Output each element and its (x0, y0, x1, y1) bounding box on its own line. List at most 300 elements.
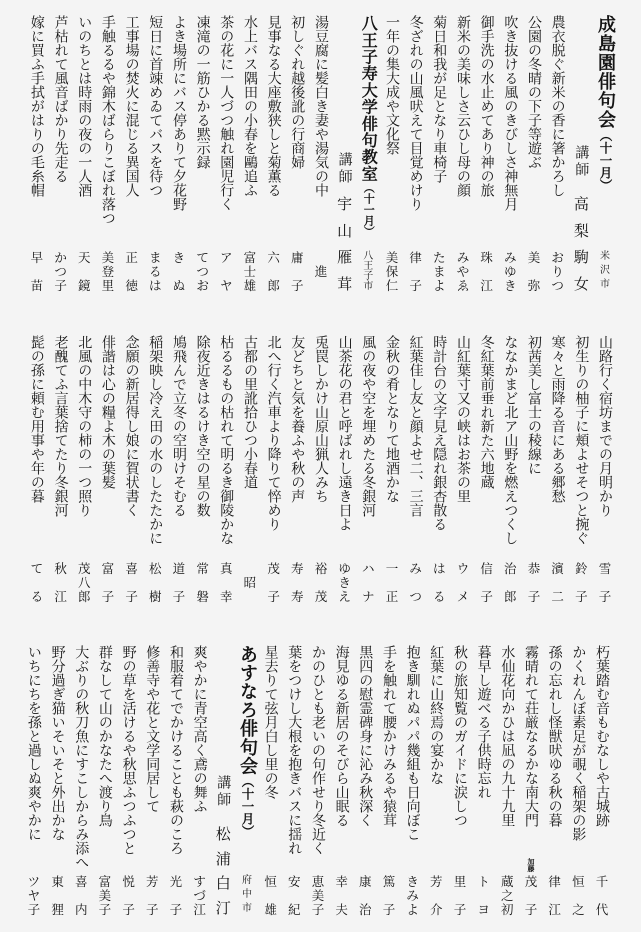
haiku-text: 新米の美味しさ云ひし母の顔 (454, 15, 471, 197)
haiku-text: 風の夜や空を埋めたる冬銀河 (360, 335, 377, 517)
author-name (217, 563, 235, 603)
haiku-text: 爽やかに青空高く鳶の舞ふ (191, 645, 208, 813)
club-title-column (359, 15, 377, 292)
name-char: 濱 (551, 561, 564, 576)
teacher-column (572, 15, 590, 292)
name-char: 子 (98, 901, 112, 917)
haiku-column (96, 645, 114, 916)
haiku-column (265, 335, 283, 603)
name-char: 治 (504, 561, 517, 576)
name-char: 郎 (267, 277, 280, 293)
haiku-column (25, 645, 43, 916)
haiku-text: 孫の忘れし怪獣吠ゆる秋の暮 (546, 645, 563, 827)
haiku-text: 初しぐれ越後訛の行商婦 (289, 15, 306, 169)
haiku-column (312, 15, 330, 292)
name-char: 松 (215, 825, 231, 843)
haiku-column (380, 645, 398, 916)
haiku-column (288, 335, 306, 603)
name-char: 仁 (385, 277, 399, 293)
name-char: ト (477, 874, 490, 889)
name-char: 子 (125, 588, 138, 604)
author-name (123, 252, 141, 292)
haiku-column (123, 335, 141, 603)
author-name (99, 252, 117, 292)
haiku-text: 山路行く宿坊までの月明かり (597, 335, 613, 517)
name-char: は (149, 277, 162, 293)
haiku-text: 秋の旅知覧のガイドに涙しつ (451, 645, 468, 827)
author-name (52, 563, 70, 603)
teacher-label: 講師 (215, 775, 232, 809)
haiku-column (596, 335, 614, 603)
name-char: 市 (600, 279, 610, 290)
author-name (380, 876, 398, 916)
haiku-text: 茶の花に一人づつ触れ園児行く (218, 15, 235, 211)
club-heading (594, 15, 616, 192)
haiku-text: 念願の新居得し娘に賀状書く (123, 335, 140, 517)
name-char: た (433, 250, 446, 265)
author-name (501, 252, 519, 292)
haiku-text: 俳諧は心の糧よ木の葉髪 (99, 335, 116, 489)
author-name (191, 876, 209, 916)
haiku-text: 時計台の文字見え隠れ銀杏散る (431, 335, 448, 531)
name-char: 治 (359, 901, 372, 917)
name-char: 喜 (74, 874, 88, 889)
name-char: 市 (241, 903, 252, 914)
name-char: 光 (169, 874, 183, 889)
haiku-column (170, 335, 188, 603)
name-char: 子 (382, 901, 396, 917)
name-char: ぬ (172, 277, 186, 293)
name-char: 富 (101, 561, 115, 576)
name-char: 子 (527, 588, 541, 604)
author-name (265, 252, 283, 292)
name-char: 江 (193, 901, 206, 917)
author-name (49, 876, 67, 916)
haiku-text: 星去りて弦月白し里の冬 (262, 645, 279, 799)
author-name (309, 876, 327, 916)
author-name (430, 563, 448, 603)
name-char: メ (456, 588, 470, 604)
name-char: 府 (241, 875, 252, 886)
author-name (72, 876, 90, 916)
name-char: ゆ (504, 263, 517, 279)
haiku-text: 葉をつけし大根を抱きバスに揺れ (286, 645, 303, 855)
author-name (194, 252, 212, 292)
author-name (569, 876, 587, 916)
author-name (28, 252, 46, 292)
name-char: 子 (146, 901, 159, 917)
author-name (478, 563, 496, 603)
haiku-column (241, 335, 259, 603)
name-char: 恒 (264, 874, 277, 889)
name-char: 八 (363, 251, 374, 262)
name-char: 芳 (430, 874, 443, 889)
author-name (475, 876, 493, 916)
haiku-column (191, 645, 209, 916)
name-char: 登 (101, 263, 115, 279)
haiku-text: いちにちを孫と過しぬ爽やかに (25, 645, 42, 841)
haiku-text: 朽葉踏む音もむなしや古城跡 (594, 645, 610, 827)
haiku-text: 初生りの柚子に頬よせそつと捥ぐ (573, 335, 590, 545)
name-char: 秋 (54, 561, 67, 576)
name-char: 雪 (598, 561, 612, 576)
author-name (525, 252, 543, 292)
haiku-column (285, 645, 303, 916)
name-char: 昭 (243, 574, 257, 590)
name-char: 雄 (243, 277, 257, 293)
name-char: 介 (430, 901, 443, 917)
name-char: 山 (337, 221, 353, 240)
haiku-text: 農衣脱ぐ新米の香に箸かろし (549, 15, 566, 197)
name-char: 里 (101, 277, 115, 293)
haiku-column (167, 645, 185, 916)
author-name (383, 252, 401, 292)
author-name (170, 563, 188, 603)
author-name (288, 563, 306, 603)
name-char: 磐 (196, 588, 209, 604)
haiku-column (288, 15, 306, 292)
author-name (451, 876, 469, 916)
haiku-column (404, 645, 422, 916)
name-char: 雄 (264, 901, 277, 917)
name-char: み (456, 250, 470, 265)
author-name (572, 563, 590, 603)
haiku-text: 抱き馴れぬパパ幾組も日向ぼこ (404, 645, 421, 841)
name-char: 里 (453, 874, 467, 889)
author-name (407, 252, 425, 292)
haiku-column (359, 335, 377, 603)
name-char: 富 (243, 250, 257, 265)
haiku-text: かのひとも老いの句作せり冬近く (309, 645, 326, 855)
haiku-column (498, 645, 516, 916)
name-char: 八 (77, 574, 91, 590)
name-char: 子 (27, 901, 41, 917)
name-char: 常 (196, 561, 209, 576)
name-char: 市 (363, 281, 374, 292)
haiku-text: 水上バス隅田の小春を鷗追ふ (241, 15, 258, 197)
author-name (407, 563, 425, 603)
name-char: 子 (524, 901, 538, 917)
haiku-text: 金秋の肴となりて地酒かな (383, 335, 400, 503)
haiku-text: 除夜近きはるけき空の星の数 (194, 335, 211, 517)
name-char: や (456, 263, 470, 279)
haiku-column (593, 645, 611, 916)
haiku-text: 野分過ぎ猫いそいそと外出かな (49, 645, 66, 841)
haiku-column (241, 15, 259, 292)
haiku-text: 短日に首竦めゐてバスを待つ (147, 15, 164, 197)
author-name (546, 876, 564, 916)
name-char: 夫 (335, 901, 348, 917)
haiku-column (194, 335, 212, 603)
haiku-text: 老醜てふ言葉捨てたり冬銀河 (52, 335, 69, 517)
name-char: 律 (409, 250, 422, 265)
teacher-column (336, 15, 354, 292)
haiku-text: 稲架映し冷え田の水のしたたかに (147, 335, 164, 545)
haiku-column (501, 335, 519, 603)
teacher-label: 講師 (336, 152, 353, 186)
author-name (194, 563, 212, 603)
name-char: 東 (51, 874, 64, 889)
name-char: き (338, 574, 351, 590)
name-char: 苗 (30, 277, 44, 293)
name-char: か (54, 250, 67, 265)
name-char: み (504, 250, 517, 265)
name-char: 子 (54, 277, 67, 293)
name-char: す (193, 874, 206, 889)
haiku-column (28, 335, 46, 603)
author-name (25, 876, 43, 916)
author-name (288, 252, 306, 292)
haiku-text: 修善寺や花と文学同居して (144, 645, 161, 813)
name-char: 江 (548, 901, 561, 917)
haiku-column (336, 335, 354, 603)
teacher-name (214, 827, 232, 916)
name-char: 士 (243, 263, 257, 279)
name-char: 正 (385, 588, 399, 604)
name-char: 弥 (527, 277, 541, 293)
name-char: 子 (122, 901, 135, 917)
haiku-text: 湯豆腐に髪白き妻や湯気の中 (312, 15, 329, 197)
author-name (241, 563, 259, 603)
name-char: 保 (385, 263, 399, 279)
name-char: 一 (385, 561, 399, 576)
haiku-text: 冬ざれの山風吠えて目覚めけり (407, 15, 424, 211)
haiku-column (143, 645, 161, 916)
name-char: つ (196, 263, 209, 279)
haiku-column (120, 645, 138, 916)
haiku-text: 古都の里訛拾ひつ小春道 (241, 335, 258, 489)
author-name (262, 876, 280, 916)
club-heading (236, 645, 258, 838)
author-name (265, 563, 283, 603)
haiku-text: 嫁に買ふ手拭がはりの毛糸帽 (28, 15, 45, 197)
name-char: 幸 (220, 588, 233, 604)
name-char: 沢 (600, 265, 610, 276)
name-char: 道 (172, 561, 186, 576)
name-char: 女 (573, 274, 589, 293)
haiku-column (407, 15, 425, 292)
name-char: 早 (30, 250, 44, 265)
name-char: 信 (480, 561, 493, 576)
haiku-text: 群なして山のかなたへ渡り鳥 (96, 645, 113, 827)
name-char: お (196, 277, 209, 293)
name-char: つ (54, 263, 67, 279)
haiku-column (451, 645, 469, 916)
name-char: 二 (551, 588, 564, 604)
club-city (596, 252, 614, 290)
haiku-text: 大ぶりの秋刀魚にすこしからみ添へ (73, 645, 90, 869)
name-char: え (338, 588, 351, 604)
name-char: 喜 (125, 561, 138, 576)
haiku-column (569, 645, 587, 916)
haiku-column (478, 335, 496, 603)
name-char: 悦 (122, 874, 135, 889)
name-char: み (409, 561, 422, 576)
haiku-text: ななかまど北ア山野を燃えつくし (502, 335, 519, 545)
haiku-text: 一年の集大成や文化祭 (383, 15, 400, 155)
author-name (525, 563, 543, 603)
author-name (454, 563, 472, 603)
name-char: 珠 (480, 250, 493, 265)
name-char: 真 (220, 561, 233, 576)
haiku-column (49, 645, 67, 916)
name-char: 子 (409, 277, 422, 293)
name-char: ウ (456, 561, 470, 576)
name-char: 律 (548, 874, 561, 889)
name-char: 浦 (215, 849, 231, 868)
name-char: 美 (385, 250, 399, 265)
author-name (336, 563, 354, 603)
name-char: る (433, 588, 446, 604)
name-char: 郎 (504, 588, 517, 604)
name-char: 子 (101, 588, 115, 604)
haiku-text: 工事場の焚火に混じる異国人 (123, 15, 140, 197)
author-name (359, 563, 377, 603)
author-name (123, 563, 141, 603)
name-char: 寿 (291, 561, 304, 576)
name-char: る (149, 263, 162, 279)
author-name (333, 876, 351, 916)
name-char: よ (406, 901, 419, 917)
haiku-text: 髭の孫に頼む用事や年の暮 (28, 335, 45, 503)
name-char: ツ (27, 874, 41, 889)
name-char: は (433, 561, 446, 576)
name-char: 子 (291, 277, 304, 293)
club-city (238, 876, 256, 914)
haiku-text: 兎罠しかけ山原山猟人みち (312, 335, 329, 503)
name-char: 子 (311, 901, 325, 917)
haiku-text: 吹き抜ける風のきびしさ神無月 (502, 15, 519, 211)
haiku-column (383, 15, 401, 292)
haiku-column (383, 335, 401, 603)
haiku-text: 霧晴れて荘厳なるかな南大門 (522, 645, 539, 827)
haiku-column (146, 335, 164, 603)
name-char: 美 (98, 887, 112, 903)
author-name (241, 252, 259, 292)
name-char: つ (551, 277, 564, 293)
author-name (549, 563, 567, 603)
haiku-column (549, 15, 567, 292)
name-char: 幸 (335, 874, 348, 889)
haiku-text: 芦枯れて風音ばかり先走る (52, 15, 69, 183)
name-char: 郎 (77, 588, 91, 604)
name-char: 茸 (337, 274, 353, 293)
haiku-text: 見事なる大座敷狭しと菊薫る (265, 15, 282, 197)
name-char: 鏡 (77, 277, 91, 293)
haiku-column (75, 15, 93, 292)
name-char: 千 (595, 874, 609, 889)
haiku-column (478, 15, 496, 292)
haiku-column (312, 335, 330, 603)
haiku-column (572, 335, 590, 603)
name-char: 子 (169, 901, 183, 917)
author-name (404, 876, 422, 916)
haiku-column (430, 15, 448, 292)
name-char: 篤 (382, 874, 396, 889)
name-char: き (406, 874, 419, 889)
author-name (217, 252, 235, 292)
haiku-text: 手触るるや錦木ばらりこぼれ落つ (99, 15, 116, 225)
name-char: 徳 (125, 277, 138, 293)
haiku-column (522, 645, 540, 916)
haiku-text: 菊日和我が足となり車椅子 (431, 15, 448, 183)
name-char: 正 (125, 250, 138, 265)
name-char: き (172, 250, 186, 265)
haiku-column (52, 15, 70, 292)
name-char: つ (409, 588, 422, 604)
haiku-text: 枯るるもの枯れて明るき御陵かな (218, 335, 235, 545)
haiku-text: 鳩飛んで立冬の空明けそむる (170, 335, 187, 517)
name-char: 江 (54, 588, 67, 604)
author-name (522, 876, 540, 916)
name-char: 恵 (311, 874, 325, 889)
haiku-column (454, 335, 472, 603)
name-char: 駒 (573, 248, 589, 267)
haiku-text: よき場所にバス停ありて夕花野 (170, 15, 187, 211)
author-name (170, 252, 188, 292)
haiku-column (194, 15, 212, 292)
club-month: （十一月） (598, 129, 613, 192)
name-char: 芳 (146, 874, 159, 889)
author-name (356, 876, 374, 916)
name-char: 茂 (267, 561, 280, 576)
name-char: 進 (314, 263, 328, 279)
haiku-text: 北へ行く汽車より降りて悴めり (265, 335, 282, 531)
haiku-text: 紅葉佳し友と顔よせ二、三言 (407, 335, 424, 517)
haiku-column (123, 15, 141, 292)
haiku-text: かくれんぼ素足が覗く稲架の影 (570, 645, 587, 841)
haiku-column (75, 335, 93, 603)
name-char: 茂 (314, 588, 328, 604)
haiku-column (549, 335, 567, 603)
haiku-text: 黒四の慰霊碑身に沁み秋深く (357, 645, 374, 827)
haiku-column (217, 335, 235, 603)
teacher-name (336, 197, 354, 292)
author-name (146, 252, 164, 292)
author-name (99, 563, 117, 603)
name-char: 白 (215, 874, 231, 893)
haiku-column (475, 645, 493, 916)
name-char: 米 (600, 251, 610, 262)
author-name (52, 252, 70, 292)
name-char: 子 (480, 588, 493, 604)
name-char: 宇 (337, 195, 353, 213)
name-char: 之 (501, 887, 514, 903)
name-char: ヤ (27, 887, 41, 903)
author-name (167, 876, 185, 916)
haiku-text: 凍滝の一筋ひかる黙示録 (194, 15, 211, 169)
name-char: 子 (363, 271, 374, 282)
author-name (75, 563, 93, 603)
author-name (285, 876, 303, 916)
name-char: 松 (149, 561, 162, 576)
name-char: 安 (288, 874, 301, 889)
haiku-column (262, 645, 280, 916)
club-title: 成島園俳句会 (595, 15, 616, 129)
name-char: ナ (362, 588, 375, 604)
name-char: ヤ (220, 277, 233, 293)
author-name (593, 876, 611, 916)
club-month: （十一月） (362, 182, 376, 237)
haiku-text: 暮早し遊べる子供時忘れ (475, 645, 492, 799)
club-title-column (238, 645, 256, 916)
haiku-column (430, 335, 448, 603)
haiku-text: 寒々と雨降る音にある郷愁 (549, 335, 566, 503)
name-char: 恭 (527, 561, 541, 576)
name-char: 内 (74, 901, 88, 917)
author-name (96, 876, 114, 916)
author-name (427, 876, 445, 916)
